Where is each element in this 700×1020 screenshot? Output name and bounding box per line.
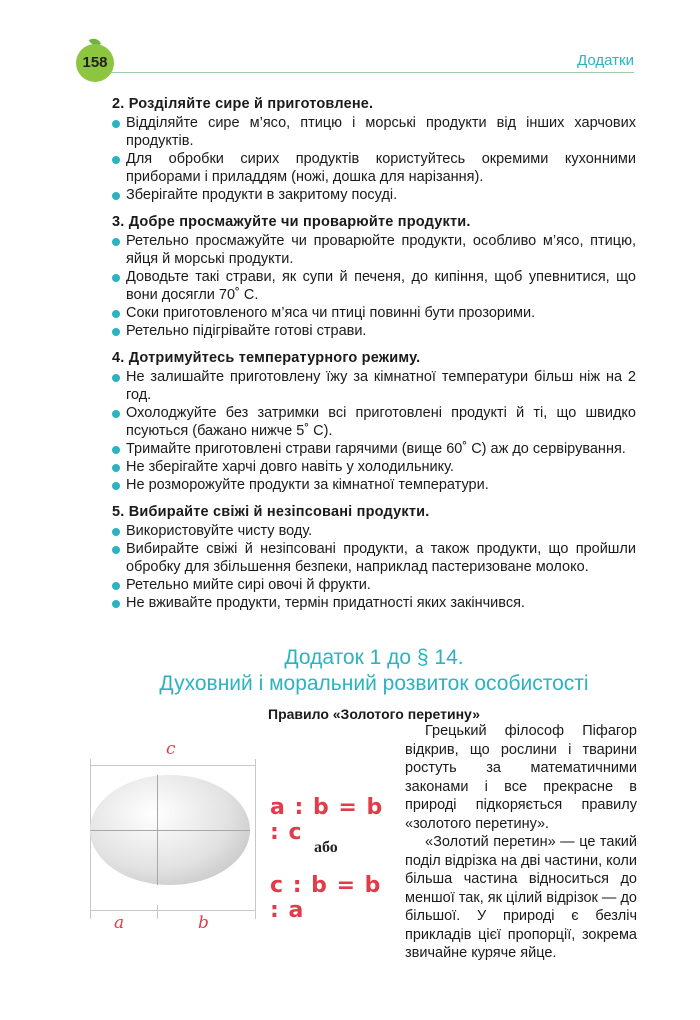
header-divider — [110, 72, 634, 73]
list-item: Доводьте такі страви, як супи й печеня, до кипіння, щоб упевнитися, що вони досягли 70˚ С. — [112, 268, 636, 304]
list-item: Використовуйте чисту воду. — [112, 522, 636, 540]
egg-horizontal-axis — [90, 830, 250, 831]
bullet-list — [112, 368, 636, 494]
list-item: Відділяйте сире м’ясо, птицю і морські продукти від інших харчових продуктів. — [112, 114, 636, 150]
list-item: Ретельно мийте сирі овочі й фрукти. — [112, 576, 636, 594]
appendix-line-1: Додаток 1 до § 14. — [284, 646, 464, 669]
list-item: Не розморожуйте продукти за кімнатної температури. — [112, 476, 636, 494]
golden-ratio-text — [405, 722, 637, 963]
list-item: Зберігайте продукти в закритому посуді. — [112, 186, 636, 204]
list-item: Для обробки сирих продуктів користуйтесь окремими кухонними приборами і приладдям (ножі, дошка для нарізання). — [112, 150, 636, 186]
rule-title: Правило «Золотого перетину» — [268, 706, 480, 722]
label-b: b — [198, 913, 209, 933]
page-number: 158 — [76, 44, 114, 82]
list-item: Охолоджуйте без затримки всі приготовлені продукті й ті, що швидко псуються (бажано нижче 5˚ С). — [112, 404, 636, 440]
list-item: Тримайте приготовлені страви гарячими (вище 60˚ С) аж до сервірування. — [112, 440, 636, 458]
section-heading: 2. Розділяйте сире й приготовлене. — [112, 96, 374, 112]
paragraph: «Золотий перетин» — це такий поділ відрізка на дві частини, коли більша частина відноситься до меншої так, як цілий відрізок — до більшої. У природі є безліч прикладів цієї пропорції, зокрема звичайне куряче яйце. — [405, 834, 637, 961]
list-item: Не вживайте продукти, термін придатності яких закінчився. — [112, 594, 636, 612]
formula-1: a : b = b : c — [270, 795, 384, 845]
dimension-line-top — [90, 765, 255, 766]
list-item: Вибирайте свіжі й незіпсовані продукти, а також продукти, що пройшли обробку для збільшення безпеки, наприклад пастеризоване молоко. — [112, 540, 636, 576]
appendix-line-2: Духовний і моральний розвиток особистості — [159, 672, 589, 695]
label-a: a — [114, 913, 125, 933]
section-heading: 4. Дотримуйтесь температурного режиму. — [112, 350, 421, 366]
section-title: Додатки — [577, 52, 634, 69]
list-item: Не зберігайте харчі довго навіть у холодильнику. — [112, 458, 636, 476]
rules-list — [112, 96, 636, 612]
dimension-tick-mid — [157, 905, 158, 919]
dimension-line-bottom — [90, 910, 255, 911]
paragraph: Грецький філософ Піфагор відкрив, що рослини і тварини ростуть за математичними законами і все прекрасне в природі підкоряється правилу «золотого перетину». — [405, 723, 637, 832]
golden-ratio-figure — [80, 735, 390, 945]
list-item: Не залишайте приготовлену їжу за кімнатної температури більш ніж на 2 год. — [112, 368, 636, 404]
section-heading: 3. Добре просмажуйте чи проварюйте продукти. — [112, 214, 471, 230]
bullet-list — [112, 522, 636, 612]
bullet-list — [112, 114, 636, 204]
label-c: c — [166, 739, 176, 759]
section-heading: 5. Вибирайте свіжі й незіпсовані продукти. — [112, 504, 430, 520]
dimension-tick-right — [255, 759, 256, 919]
bullet-list — [112, 232, 636, 340]
appendix-title — [112, 645, 636, 697]
egg-vertical-axis — [157, 775, 158, 885]
formula-2: c : b = b : a — [270, 873, 382, 923]
or-label: або — [314, 839, 338, 856]
list-item: Ретельно просмажуйте чи проварюйте продукти, особливо м’ясо, птицю, яйця й морські продукти. — [112, 232, 636, 268]
list-item: Соки приготовленого м’яса чи птиці повинні бути прозорими. — [112, 304, 636, 322]
list-item: Ретельно підігрівайте готові страви. — [112, 322, 636, 340]
